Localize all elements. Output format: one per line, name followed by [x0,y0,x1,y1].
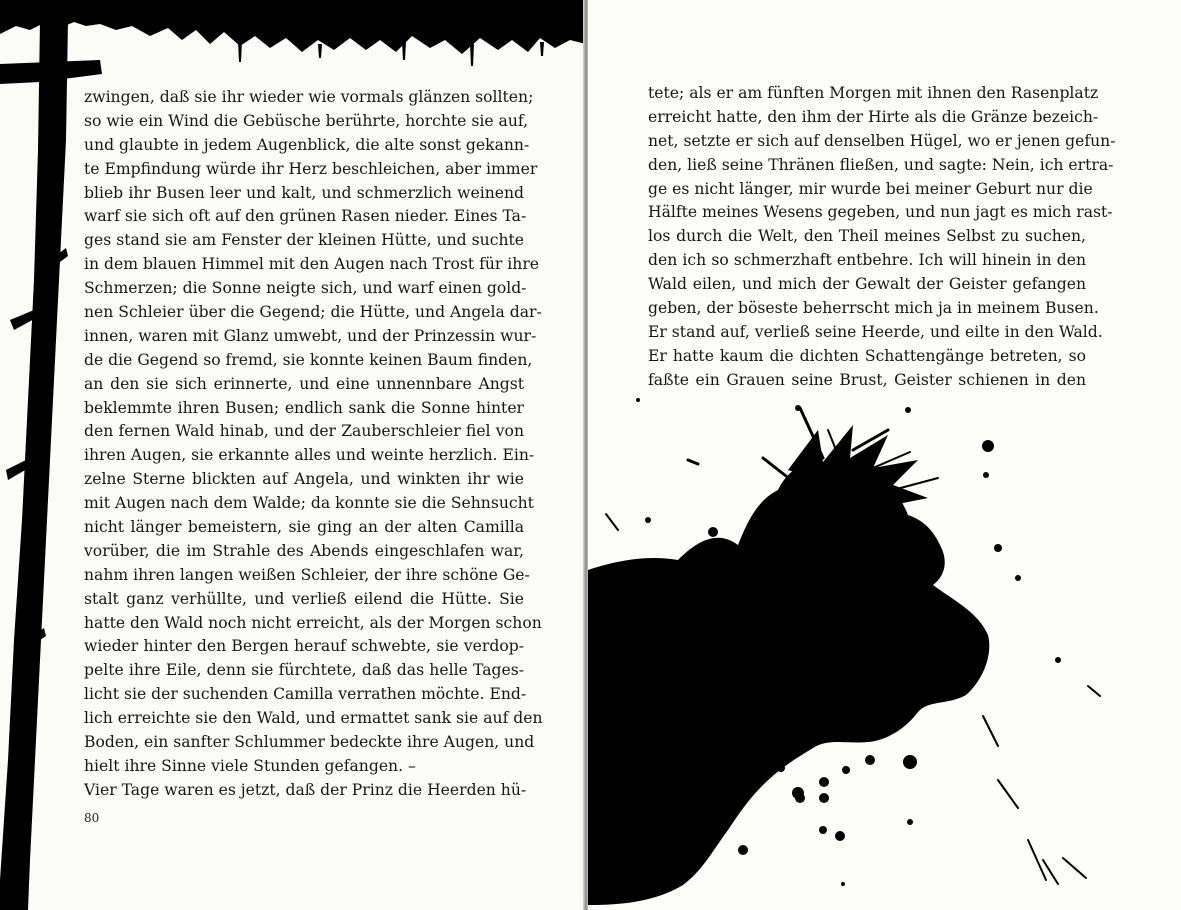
text-line: ges stand sie am Fenster der kleinen Hütte, und suchte [84,231,524,250]
text-line: nicht länger bemeistern, sie ging an der alten Camilla [84,518,524,537]
text-line: Schmerzen; die Sonne neigte sich, und warf einen gold- [84,279,527,298]
text-line: warf sie sich oft auf den grünen Rasen nieder. Eines Ta- [84,207,527,226]
text-line: tete; als er am fünften Morgen mit ihnen den Rasenplatz [648,84,1099,102]
text-line: wieder hinter den Bergen herauf schwebte, sie verdop- [84,637,524,656]
text-line: Boden, ein sanfter Schlummer bedeckte ihre Augen, und [84,733,535,752]
text-line: licht sie der suchenden Camilla verrathen möchte. End- [84,685,527,704]
text-line: los durch die Welt, den Theil meines Selbst zu suchen, [648,227,1086,246]
text-line: innen, waren mit Glanz umwebt, und der Prinzessin wur- [84,326,537,345]
text-line: Er stand auf, verließ seine Heerde, und eilte in den Wald. [648,322,1103,341]
text-line: stalt ganz verhüllte, und verließ eilend die Hütte. Sie [84,589,524,608]
text-line: hielt ihre Sinne viele Stunden gefangen. – [84,756,416,775]
text-line: den fernen Wald hinab, und der Zauberschleier fiel von [84,422,524,441]
left-page [0,0,586,910]
text-line: pelte ihre Eile, denn sie fürchtete, daß das helle Tages- [84,661,524,680]
page-number: 80 [84,811,100,825]
text-line: Hälfte meines Wesens gegeben, und nun jagt es mich rast- [648,203,1113,222]
text-line: nahm ihren langen weißen Schleier, der ihre schöne Ge- [84,565,530,584]
text-line: beklemmte ihren Busen; endlich sank die Sonne hinter [84,398,524,417]
text-line: Er hatte kaum die dichten Schattengänge betreten, so [648,346,1086,365]
left-page-text [84,86,543,803]
text-line: lich erreichte sie den Wald, und ermattet sank sie auf den [84,709,543,728]
text-line: te Empfindung würde ihr Herz beschleichen, aber immer [84,159,538,178]
text-line: in dem blauen Himmel mit den Augen nach Trost für ihre [84,255,540,274]
text-line: hatte den Wald noch nicht erreicht, als der Morgen schon [84,613,542,632]
text-line: net, setzte er sich auf denselben Hügel, wo er jenen gefun- [648,131,1116,150]
text-line: blieb ihr Busen leer und kalt, und schmerzlich weinend [84,183,524,202]
text-line: ge es nicht länger, mir wurde bei meiner Geburt nur die [648,179,1093,198]
text-line: zwingen, daß sie ihr wieder wie vormals glänzen sollten; [84,88,534,106]
text-line: erreicht hatte, den ihm der Hirte als die Gränze bezeich- [648,107,1099,126]
text-line: zelne Sterne blickten auf Angela, und winkten ihr wie [84,470,524,489]
text-line: den, ließ seine Thränen fließen, und sagte: Nein, ich ertra- [648,155,1114,174]
text-line: nen Schleier über die Gegend; die Hütte, und Angela dar- [84,303,542,322]
text-line: und glaubte in jedem Augenblick, die alte sonst gekann- [84,135,530,154]
text-line: an den sie sich erinnerte, und eine unnennbare Angst [84,374,524,393]
text-line: vorüber, die im Strahle des Abends eingeschlafen war, [84,541,524,560]
text-line: geben, der böseste beherrscht mich ja in meinem Busen. [648,299,1099,318]
text-line: den ich so schmerzhaft entbehre. Ich will hinein in den [648,251,1086,270]
text-line: ihren Augen, sie erkannte alles und weinte herzlich. Ein- [84,446,535,465]
right-page [588,0,1181,910]
text-line: so wie ein Wind die Gebüsche berührte, horchte sie auf, [84,111,529,130]
text-line: mit Augen nach dem Walde; da konnte sie die Sehnsucht [84,494,534,513]
ink-splatter-illustration [588,0,1181,910]
text-line: Wald eilen, und mich der Gewalt der Geister gefangen [648,275,1086,294]
text-line: Vier Tage waren es jetzt, daß der Prinz die Heerden hü- [84,780,527,799]
text-line: de die Gegend so fremd, sie konnte keinen Baum finden, [84,350,533,369]
text-line: faßte ein Grauen seine Brust, Geister schienen in den [648,370,1086,389]
